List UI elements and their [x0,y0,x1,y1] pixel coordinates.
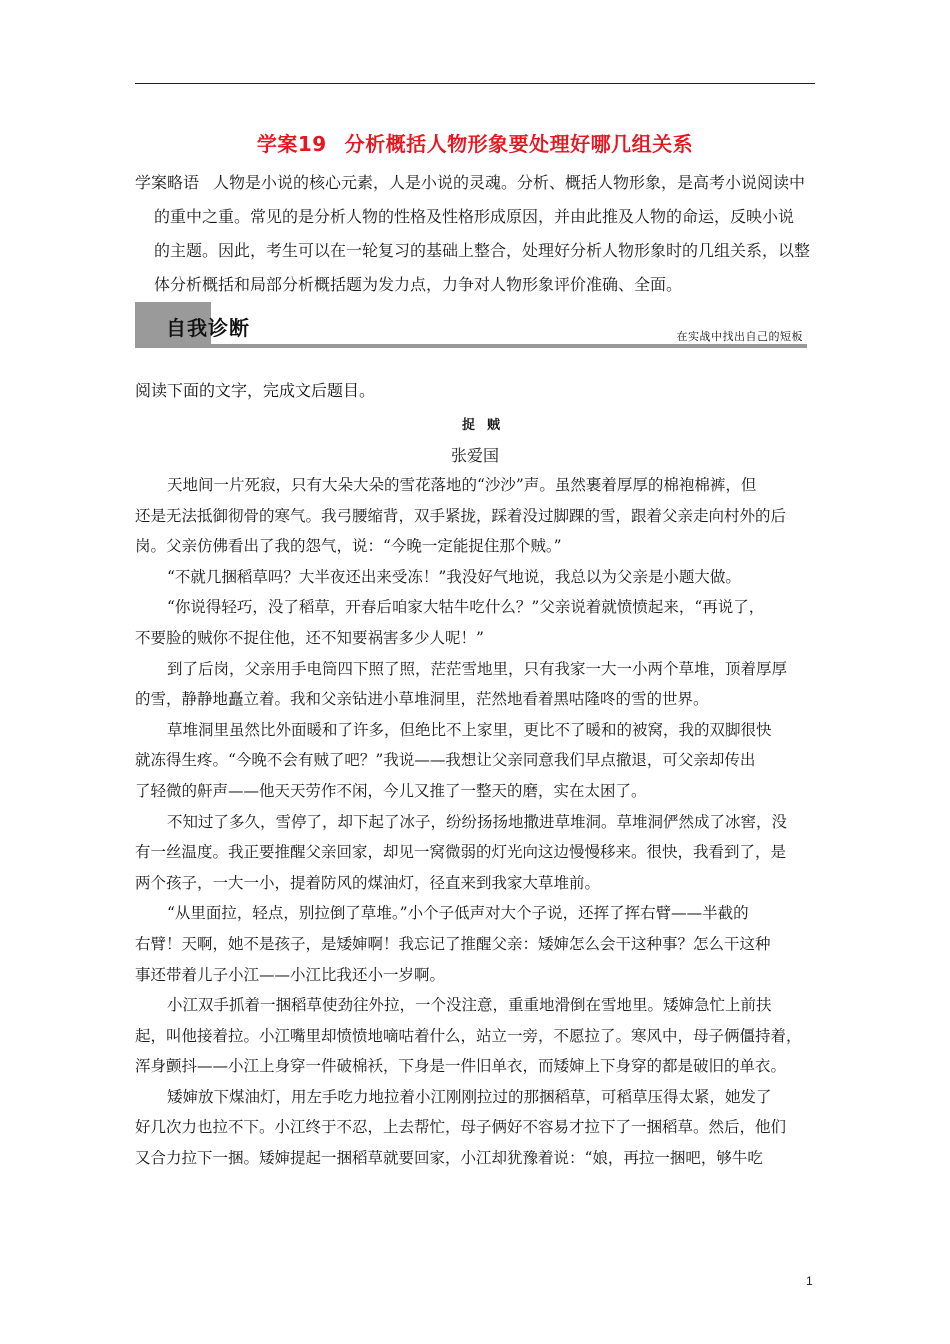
story-author: 张爱国 [450,446,499,465]
section-tagline: 在实战中找出自己的短板 [676,330,803,343]
story-paragraph [135,1082,815,1174]
paragraph-line: 好几次力也拉不下。小江终于不忍，上去帮忙，母子俩好不容易才拉下了一捆稻草。然后，他们 [135,1118,787,1137]
paragraph-line: 小江双手抓着一捆稻草使劲往外拉，一个没注意，重重地滑倒在雪地里。矮婶急忙上前扶 [167,996,772,1015]
section-rule [135,344,807,348]
page-number: 1 [806,1274,813,1288]
story-title: 捉贼 [461,418,512,433]
paragraph-line: 还是无法抵御彻骨的寒气。我弓腰缩背，双手紧拢，踩着没过脚踝的雪，跟着父亲走向村外的后 [135,506,787,525]
paragraph-line: 事还带着儿子小江——小江比我还小一岁啊。 [135,965,446,984]
paragraph-line: 有一丝温度。我正要推醒父亲回家，却见一窝微弱的灯光向这边慢慢移来。很快，我看到了，是 [135,843,787,862]
story-paragraph [135,715,815,807]
intro-line: 的主题。因此，考生可以在一轮复习的基础上整合，处理好分析人物形象时的几组关系，以整 [154,241,811,260]
paragraph-line: 到了后岗，父亲用手电筒四下照了照，茫茫雪地里，只有我家一大一小两个草堆，顶着厚厚 [167,659,788,678]
paragraph-line: 的雪，静静地矗立着。我和父亲钻进小草堆洞里，茫然地看着黑咕隆咚的雪的世界。 [135,690,709,709]
intro-line: 的重中之重。常见的是分析人物的性格及性格形成原因，并由此推及人物的命运，反映小说 [154,207,795,226]
story-paragraph [135,470,815,562]
title-text: 分析概括人物形象要处理好哪几组关系 [344,132,694,156]
paragraph-line: 不知过了多久，雪停了，却下起了冰子，纷纷扬扬地撒进草堆洞。草堆洞俨然成了冰窖，没 [167,812,788,831]
reading-instruction: 阅读下面的文字，完成文后题目。 [135,381,376,400]
intro-line: 学案略语 人物是小说的核心元素，人是小说的灵魂。分析、概括人物形象，是高考小说阅读中 [135,173,806,192]
story-paragraph [135,807,815,899]
paragraph-line: 就冻得生疼。“今晚不会有贼了吧？”我说——我想让父亲同意我们早点撤退，可父亲却传出 [135,751,756,770]
paragraph-line: 不要脸的贼你不捉住他，还不知要祸害多少人呢！” [135,628,484,647]
title-number: 学案19 [256,132,327,156]
paragraph-line: “从里面拉，轻点，别拉倒了草堆。”小个子低声对大个子说，还挥了挥右臂——半截的 [167,904,749,923]
paragraph-line: “不就几捆稻草吗？大半夜还出来受冻！”我没好气地说，我总以为父亲是小题大做。 [167,567,741,586]
section-header [135,302,807,348]
header-rule [135,83,815,84]
paragraph-line: “你说得轻巧，没了稻草，开春后咱家大牯牛吃什么？”父亲说着就愤愤起来，“再说了， [167,598,765,617]
intro-line: 体分析概括和局部分析概括题为发力点，力争对人物形象评价准确、全面。 [154,275,683,294]
story-paragraph [135,592,815,653]
story-paragraph [135,898,815,990]
paragraph-line: 了轻微的鼾声——他天天劳作不闲，今儿又推了一整天的磨，实在太困了。 [135,781,647,800]
paragraph-line: 天地间一片死寂，只有大朵大朵的雪花落地的“沙沙”声。虽然裹着厚厚的棉袍棉裤，但 [167,476,757,494]
story-paragraph [135,654,815,715]
story-paragraph [135,562,815,593]
intro-block [135,166,815,302]
story-paragraph [135,990,815,1082]
intro-label: 学案略语 [135,173,200,192]
paragraph-line: 又合力拉下一捆。矮婶提起一捆稻草就要回家，小江却犹豫着说：“娘，再拉一捆吧，够牛吃 [135,1149,763,1168]
paragraph-line: 岗。父亲仿佛看出了我的怨气，说：“今晚一定能捉住那个贼。” [135,537,562,556]
paragraph-line: 右臂！天啊，她不是孩子，是矮婶啊！我忘记了推醒父亲：矮婶怎么会干这种事？怎么干这种 [135,934,771,953]
paragraph-line: 两个孩子，一大一小，提着防风的煤油灯，径直来到我家大草堆前。 [135,873,601,892]
page-title [0,128,950,157]
paragraph-line: 矮婶放下煤油灯，用左手吃力地拉着小江刚刚拉过的那捆稻草，可稻草压得太紧，她发了 [167,1087,772,1106]
story-body [135,470,815,1174]
paragraph-line: 起，叫他接着拉。小江嘴里却愤愤地嘀咕着什么，站立一旁，不愿拉了。寒风中，母子俩僵持着， [135,1026,802,1045]
paragraph-line: 浑身颤抖——小江上身穿一件破棉袄，下身是一件旧单衣，而矮婶上下身穿的都是破旧的单衣。 [135,1057,787,1076]
section-heading: 自我诊断 [166,316,250,340]
paragraph-line: 草堆洞里虽然比外面暖和了许多，但绝比不上家里，更比不了暖和的被窝，我的双脚很快 [167,720,772,739]
